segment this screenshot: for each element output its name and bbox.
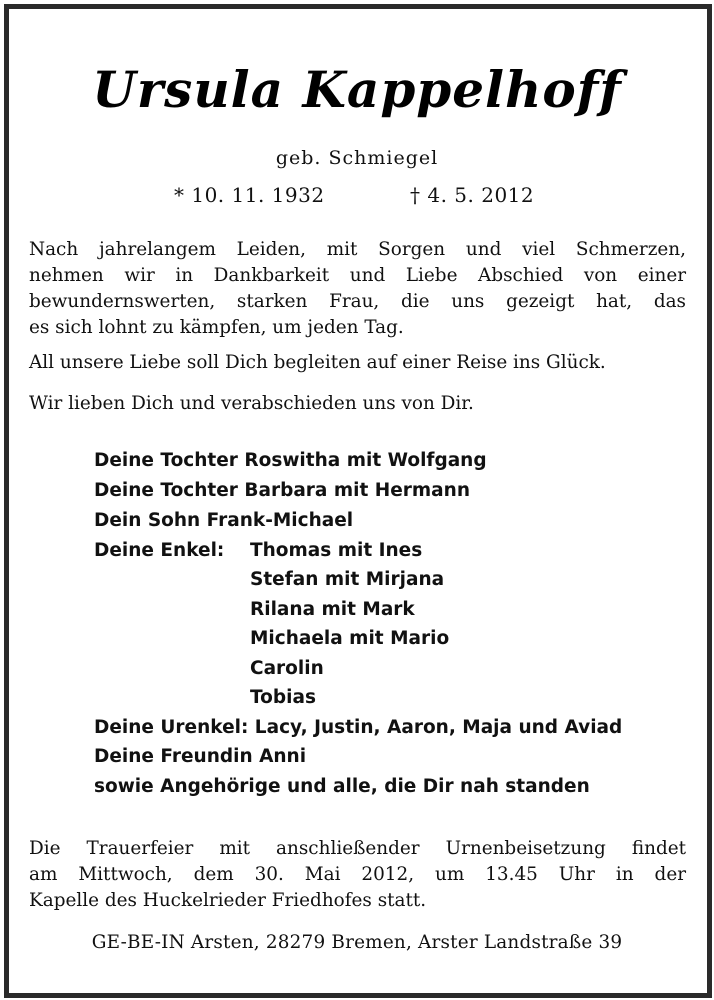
intro-line: Nach jahrelangem Leiden, mit Sorgen und viel Schmerzen, [29, 239, 686, 260]
mourner-label: Deine Enkel: [94, 540, 225, 561]
grandchild-line: Tobias [250, 687, 316, 708]
mourner-line: sowie Angehörige und alle, die Dir nah standen [94, 776, 590, 797]
intro-paragraph [29, 237, 686, 341]
deceased-name: Ursula Kappelhoff [92, 60, 622, 119]
intro-line: bewundernswerten, starken Frau, die uns gezeigt hat, das [29, 291, 686, 312]
funeral-home-address: GE-BE-IN Arsten, 28279 Bremen, Arster Landstraße 39 [91, 932, 623, 953]
farewell-line: All unsere Liebe soll Dich begleiten auf einer Reise ins Glück. [29, 352, 606, 373]
service-line: Die Trauerfeier mit anschließender Urnenbeisetzung findet [29, 838, 686, 859]
mourner-line: Dein Sohn Frank-Michael [94, 510, 354, 531]
grandchild-line: Rilana mit Mark [250, 599, 415, 620]
service-line: Kapelle des Huckelrieder Friedhofes statt. [29, 890, 427, 911]
goodbye-line: Wir lieben Dich und verabschieden uns von Dir. [29, 393, 474, 414]
mourner-line: Deine Tochter Roswitha mit Wolfgang [94, 450, 487, 471]
mourner-line: Deine Urenkel: Lacy, Justin, Aaron, Maja und Aviad [94, 717, 623, 738]
grandchild-line: Thomas mit Ines [250, 540, 423, 561]
grandchild-line: Stefan mit Mirjana [250, 569, 445, 590]
service-paragraph [29, 836, 686, 914]
grandchild-line: Carolin [250, 658, 324, 679]
maiden-name: geb. Schmiegel [275, 147, 439, 169]
mourner-line: Deine Freundin Anni [94, 746, 307, 767]
service-line: am Mittwoch, dem 30. Mai 2012, um 13.45 Uhr in der [29, 864, 686, 885]
intro-line: es sich lohnt zu kämpfen, um jeden Tag. [29, 317, 404, 338]
birth-date: * 10. 11. 1932 [174, 183, 325, 207]
mourner-line: Deine Tochter Barbara mit Hermann [94, 480, 471, 501]
death-date: † 4. 5. 2012 [410, 183, 535, 207]
intro-line: nehmen wir in Dankbarkeit und Liebe Abschied von einer [29, 265, 686, 286]
grandchild-line: Michaela mit Mario [250, 628, 450, 649]
